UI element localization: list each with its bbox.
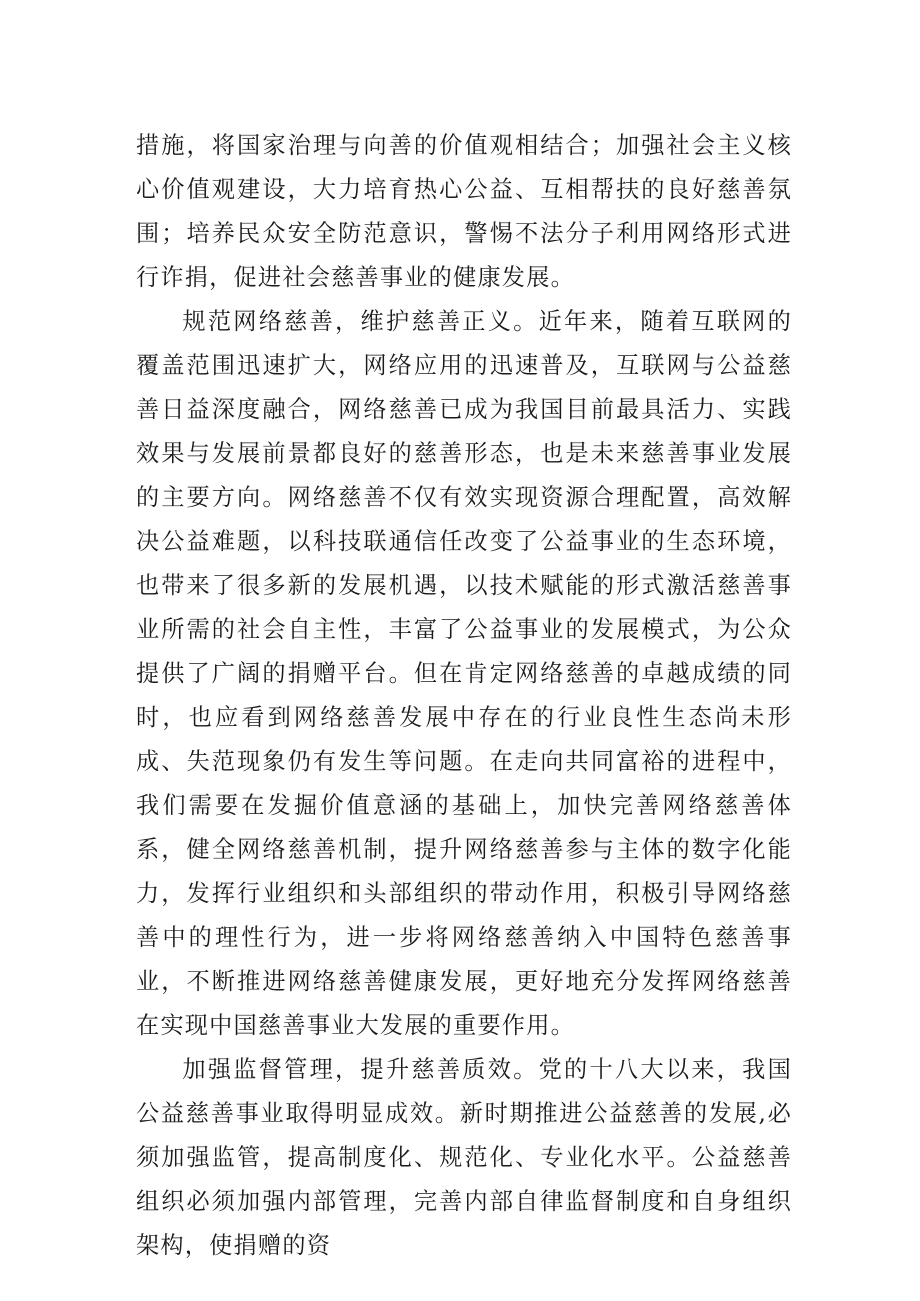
body-text xyxy=(136,124,792,1268)
paragraph-network-charity: 规范网络慈善，维护慈善正义。近年来，随着互联网的覆盖范围迅速扩大，网络应用的迅速普及，互联网与公益慈善日益深度融合，网络慈善已成为我国目前最具活力、实践效果与发展前景都良好的慈善形态，也是未来慈善事业发展的主要方向。网络慈善不仅有效实现资源合理配置，高效解决公益难题，以科技联通信任改变了公益事业的生态环境，也带来了很多新的发展机遇，以技术赋能的形式激活慈善事业所需的社会自主性，丰富了公益事业的发展模式，为公众提供了广阔的捐赠平台。但在肯定网络慈善的卓越成绩的同时，也应看到网络慈善发展中存在的行业良性生态尚未形成、失范现象仍有发生等问题。在走向共同富裕的进程中，我们需要在发掘价值意涵的基础上，加快完善网络慈善体系，健全网络慈善机制，提升网络慈善参与主体的数字化能力，发挥行业组织和头部组织的带动作用，积极引导网络慈善中的理性行为，进一步将网络慈善纳入中国特色慈善事业，不断推进网络慈善健康发展，更好地充分发挥网络慈善在实现中国慈善事业大发展的重要作用。 xyxy=(136,308,792,1039)
paragraph-supervision: 加强监督管理，提升慈善质效。党的十八大以来，我国公益慈善事业取得明显成效。新时期推进公益慈善的发展,必须加强监管，提高制度化、规范化、专业化水平。公益慈善组织必须加强内部管理，完善内部自律监督制度和自身组织架构，使捐赠的资 xyxy=(136,1056,792,1259)
paragraph-continuation: 措施，将国家治理与向善的价值观相结合；加强社会主义核心价值观建设，大力培育热心公益、互相帮扶的良好慈善氛围；培养民众安全防范意识，警惕不法分子利用网络形式进行诈捐，促进社会慈善事业的健康发展。 xyxy=(136,132,792,291)
